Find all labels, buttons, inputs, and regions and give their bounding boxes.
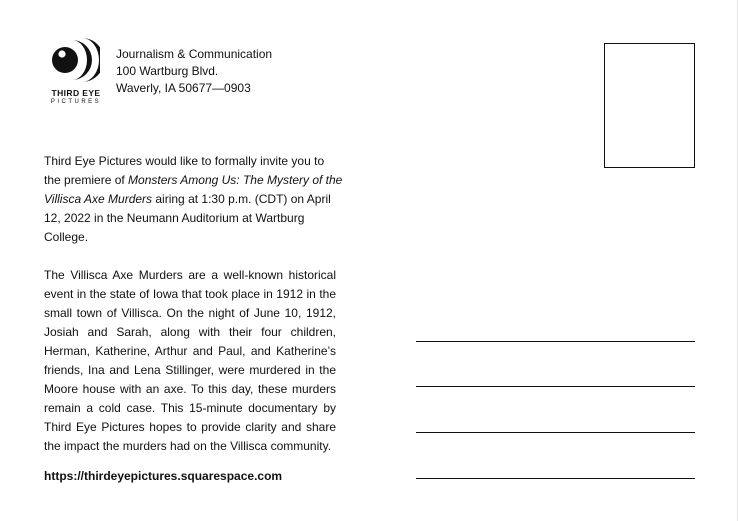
brand-logo [46, 36, 106, 108]
stamp-box [604, 43, 695, 168]
address-line [416, 432, 695, 433]
brand-subtitle: PICTURES [50, 99, 102, 105]
address-line [416, 341, 695, 342]
third-eye-icon [52, 36, 100, 84]
website-link[interactable]: https://thirdeyepictures.squarespace.com [44, 469, 283, 483]
film-title: Monsters Among Us: The Mystery of the Villisca Axe Murders [44, 173, 343, 206]
invitation-paragraph [44, 152, 344, 247]
return-address-line: Journalism & Communication [116, 47, 273, 61]
address-line [416, 478, 695, 479]
address-line [416, 386, 695, 387]
invitation-details: airing at 1:30 p.m. (CDT) on April 12, 2022 in the Neumann Auditorium at Wartburg College. [44, 192, 331, 244]
return-address-line: Waverly, IA 50677—0903 [116, 81, 251, 95]
return-address-line: 100 Wartburg Blvd. [116, 64, 219, 78]
brand-name: THIRD EYE [51, 88, 101, 98]
story-paragraph: The Villisca Axe Murders are a well-known historical event in the state of Iowa that took place in 1912 in the small town of Villisca. On the night of June 10, 1912, Josiah and Sarah, along with their four children, Herman, Katherine, Arthur and Paul, and Katherine’s friends, Ina and Lena Stillinger, were murdered in the Moore house with an axe. To this day, these murders remain a cold case. This 15-minute documentary by Third Eye Pictures hopes to provide clarity and share the impact the murders had on the Villisca community. [44, 268, 336, 453]
return-address [116, 46, 272, 97]
invitation-intro: Third Eye Pictures would like to formally invite you to the premiere of [44, 154, 325, 187]
